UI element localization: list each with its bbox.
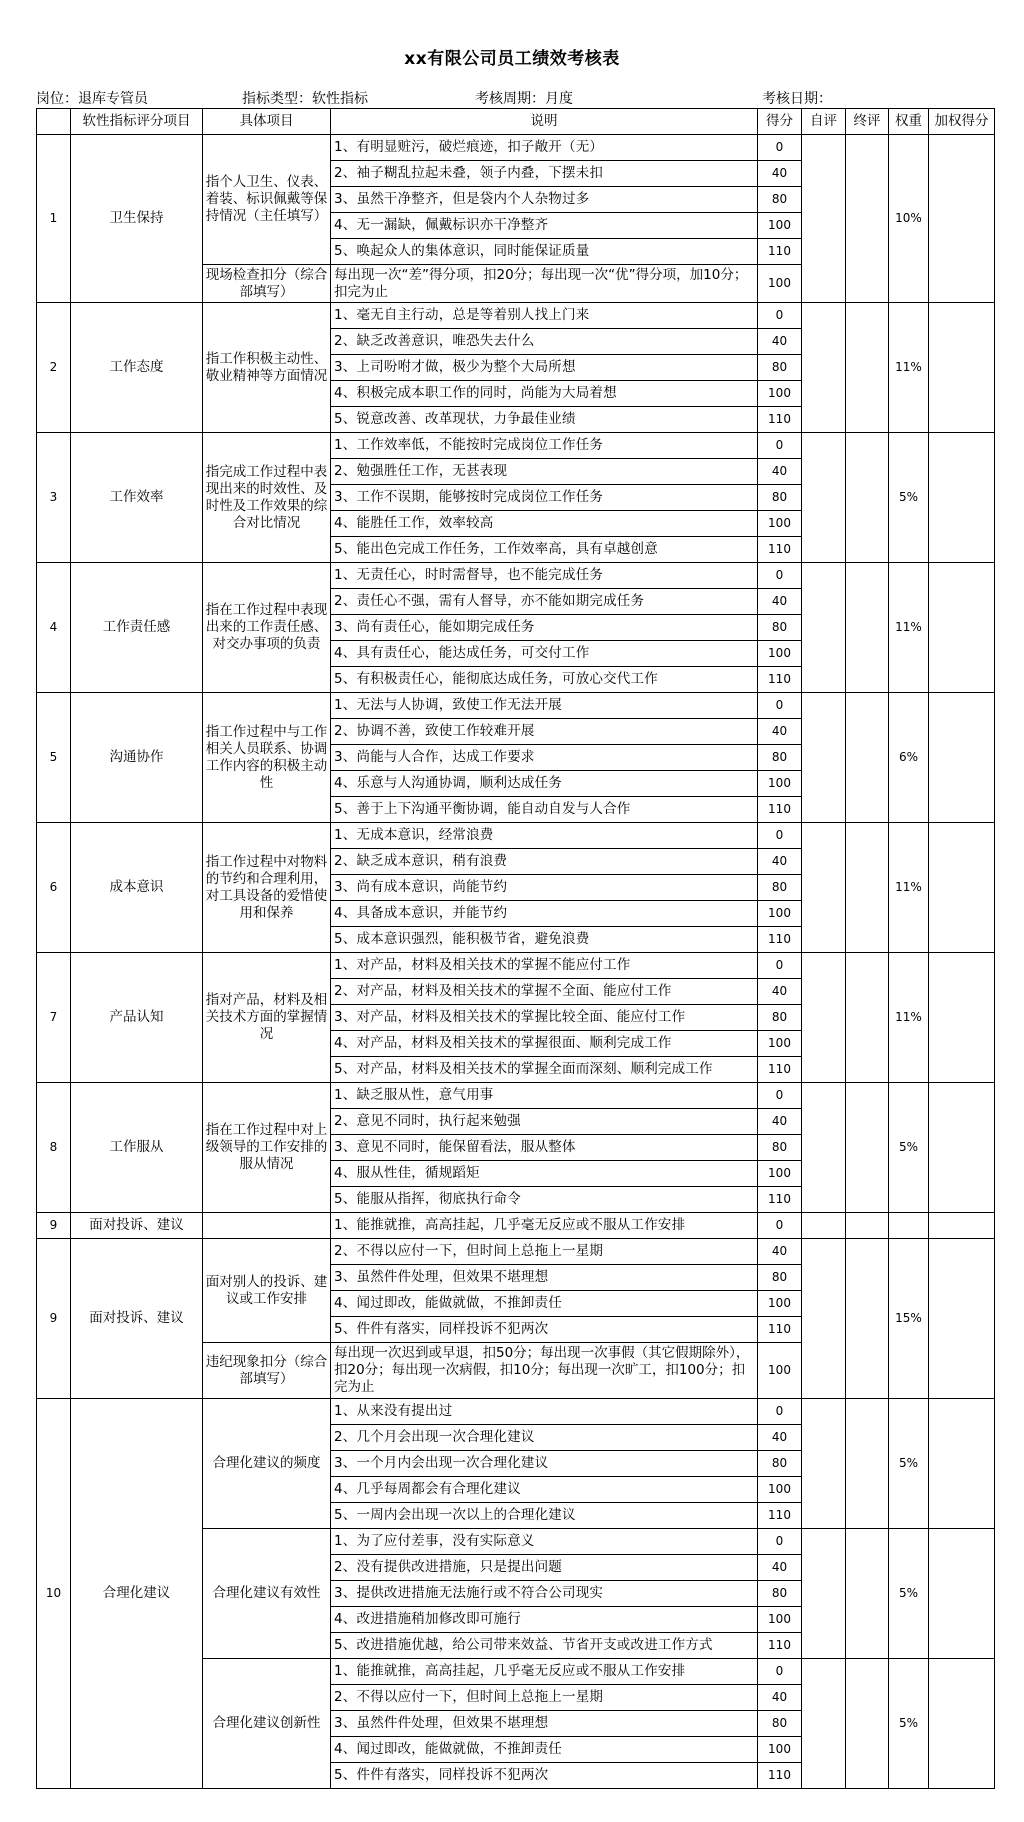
criterion-score: 110 [758,1187,802,1213]
page-title: xx有限公司员工绩效考核表 [404,49,620,69]
weighted-score-cell [929,953,995,1083]
criterion-score: 100 [758,1477,802,1503]
header-row [37,109,995,135]
self-eval-cell [802,1083,846,1213]
criterion-description: 4、具有责任心，能达成任务，可交付工作 [331,641,758,667]
criterion-description: 1、对产品，材料及相关技术的掌握不能应付工作 [331,953,758,979]
empty-cell [802,1213,846,1239]
weighted-score-cell [929,563,995,693]
criterion-description: 2、几个月会出现一次合理化建议 [331,1425,758,1451]
section-number: 8 [37,1083,71,1213]
criterion-description: 4、服从性佳，循规蹈矩 [331,1161,758,1187]
table-row [37,823,995,849]
criterion-score: 40 [758,329,802,355]
weight-value: 5% [889,1529,929,1659]
criterion-score: 0 [758,953,802,979]
criterion-description: 4、能胜任工作，效率较高 [331,511,758,537]
self-eval-cell [802,693,846,823]
eval-date-label: 考核日期： [762,91,832,107]
criterion-score: 80 [758,355,802,381]
criterion-score: 40 [758,979,802,1005]
criterion-description: 5、善于上下沟通平衡协调，能自动自发与人合作 [331,797,758,823]
section-number: 3 [37,433,71,563]
final-eval-cell [846,433,889,563]
table-row [37,1239,995,1265]
criterion-score: 110 [758,1503,802,1529]
detail-description: 指个人卫生、仪表、着装、标识佩戴等保持情况（主任填写） [203,135,331,265]
criterion-description: 4、闻过即改，能做就做，不推卸责任 [331,1737,758,1763]
section-item-name: 工作服从 [71,1083,203,1213]
criterion-score: 110 [758,927,802,953]
empty-cell [889,1213,929,1239]
criterion-score: 0 [758,433,802,459]
weight-value: 5% [889,1083,929,1213]
final-eval-cell [846,1529,889,1659]
final-eval-cell [846,1083,889,1213]
criterion-score: 40 [758,1425,802,1451]
detail-description: 现场检查扣分（综合部填写） [203,265,331,303]
criterion-score: 110 [758,239,802,265]
detail-description: 合理化建议有效性 [203,1529,331,1659]
criterion-description: 4、乐意与人沟通协调，顺利达成任务 [331,771,758,797]
self-eval-cell [802,953,846,1083]
criterion-description: 1、能推就推，高高挂起，几乎毫无反应或不服从工作安排 [331,1659,758,1685]
weighted-score-cell [929,1239,995,1399]
weighted-score-cell [929,433,995,563]
self-eval-cell [802,135,846,303]
criterion-score: 0 [758,693,802,719]
criterion-description: 5、有积极责任心，能彻底达成任务，可放心交代工作 [331,667,758,693]
criterion-description: 1、有明显赃污，破烂痕迹，扣子敞开（无） [331,135,758,161]
criterion-score: 100 [758,641,802,667]
criterion-description: 1、无成本意识，经常浪费 [331,823,758,849]
criterion-description: 4、改进措施稍加修改即可施行 [331,1607,758,1633]
final-eval-cell [846,953,889,1083]
detail-description: 指工作积极主动性、敬业精神等方面情况 [203,303,331,433]
criterion-description: 3、虽然干净整齐，但是袋内个人杂物过多 [331,187,758,213]
weighted-score-cell [929,1399,995,1529]
criterion-description: 5、件件有落实，同样投诉不犯两次 [331,1317,758,1343]
criterion-description: 2、勉强胜任工作，无甚表现 [331,459,758,485]
criterion-description: 5、唤起众人的集体意识，同时能保证质量 [331,239,758,265]
evaluation-table [36,108,995,1789]
criterion-score: 100 [758,1031,802,1057]
criterion-description: 2、没有提供改进措施，只是提出问题 [331,1555,758,1581]
weighted-score-cell [929,693,995,823]
self-eval-cell [802,433,846,563]
final-eval-cell [846,1399,889,1529]
criterion-score: 80 [758,615,802,641]
criterion-description: 2、袖子糊乱拉起未叠，领子内叠，下摆未扣 [331,161,758,187]
criterion-description: 3、对产品，材料及相关技术的掌握比较全面、能应付工作 [331,1005,758,1031]
header-detail: 具体项目 [203,109,331,135]
table-row [37,1213,995,1239]
criterion-description: 3、尚有成本意识，尚能节约 [331,875,758,901]
detail-description: 指完成工作过程中表现出来的时效性、及时性及工作效果的综合对比情况 [203,433,331,563]
criterion-description: 2、不得以应付一下，但时间上总拖上一星期 [331,1239,758,1265]
criterion-score: 110 [758,1633,802,1659]
self-eval-cell [802,303,846,433]
weighted-score-cell [929,303,995,433]
criterion-description: 5、一周内会出现一次以上的合理化建议 [331,1503,758,1529]
criterion-description: 4、对产品，材料及相关技术的掌握很面、顺利完成工作 [331,1031,758,1057]
criterion-score: 110 [758,797,802,823]
criterion-score: 100 [758,265,802,303]
criterion-description: 1、毫无自主行动，总是等着别人找上门来 [331,303,758,329]
criterion-description: 3、虽然件件处理，但效果不堪理想 [331,1711,758,1737]
criterion-score: 40 [758,589,802,615]
self-eval-cell [802,1399,846,1529]
weighted-score-cell [929,1529,995,1659]
criterion-score: 0 [758,303,802,329]
criterion-score: 40 [758,161,802,187]
criterion-description: 3、一个月内会出现一次合理化建议 [331,1451,758,1477]
criterion-score: 110 [758,407,802,433]
table-row [37,693,995,719]
criterion-score: 80 [758,1581,802,1607]
criterion-score: 80 [758,1451,802,1477]
criterion-description: 3、尚能与人合作，达成工作要求 [331,745,758,771]
criterion-description: 2、对产品，材料及相关技术的掌握不全面、能应付工作 [331,979,758,1005]
criterion-description: 4、几乎每周都会有合理化建议 [331,1477,758,1503]
criterion-score: 110 [758,1057,802,1083]
section-number: 1 [37,135,71,303]
criterion-score: 80 [758,1135,802,1161]
table-row [37,135,995,161]
weighted-score-cell [929,1659,995,1789]
criterion-description: 5、能服从指挥，彻底执行命令 [331,1187,758,1213]
table-row [37,1083,995,1109]
criterion-score: 100 [758,901,802,927]
final-eval-cell [846,1659,889,1789]
section-item-name: 成本意识 [71,823,203,953]
criterion-score: 80 [758,187,802,213]
self-eval-cell [802,1529,846,1659]
detail-description: 指在工作过程中表现出来的工作责任感、对交办事项的负责 [203,563,331,693]
criterion-score: 80 [758,745,802,771]
criterion-score: 40 [758,1555,802,1581]
criterion-description: 1、从来没有提出过 [331,1399,758,1425]
empty-cell [846,1213,889,1239]
criterion-score: 0 [758,1399,802,1425]
criterion-description: 2、缺乏成本意识，稍有浪费 [331,849,758,875]
criterion-description: 1、工作效率低，不能按时完成岗位工作任务 [331,433,758,459]
weight-value: 11% [889,823,929,953]
criterion-score: 0 [758,563,802,589]
criterion-score: 100 [758,1343,802,1399]
section-item-name: 面对投诉、建议 [71,1213,203,1239]
weight-value: 5% [889,433,929,563]
criterion-description: 2、协调不善，致使工作较难开展 [331,719,758,745]
criterion-score: 100 [758,381,802,407]
criterion-score: 100 [758,1607,802,1633]
criterion-score: 110 [758,1317,802,1343]
criterion-score: 40 [758,719,802,745]
criterion-score: 40 [758,1685,802,1711]
criterion-description: 1、无法与人协调，致使工作无法开展 [331,693,758,719]
section-number: 5 [37,693,71,823]
criterion-score: 40 [758,1109,802,1135]
criterion-description: 2、责任心不强，需有人督导，亦不能如期完成任务 [331,589,758,615]
criterion-score: 0 [758,1083,802,1109]
criterion-score: 80 [758,485,802,511]
criterion-score: 80 [758,1711,802,1737]
criterion-description: 1、为了应付差事，没有实际意义 [331,1529,758,1555]
criterion-score: 100 [758,771,802,797]
table-row [37,563,995,589]
criterion-score: 40 [758,459,802,485]
table-row [37,953,995,979]
header-final-eval: 终评 [846,109,889,135]
criterion-description: 5、成本意识强烈，能积极节省，避免浪费 [331,927,758,953]
criterion-description: 5、对产品，材料及相关技术的掌握全面而深刻、顺利完成工作 [331,1057,758,1083]
criterion-description: 2、不得以应付一下，但时间上总拖上一星期 [331,1685,758,1711]
detail-description: 违纪现象扣分（综合部填写） [203,1343,331,1399]
criterion-score: 100 [758,1161,802,1187]
criterion-description: 3、虽然件件处理，但效果不堪理想 [331,1265,758,1291]
criterion-score: 100 [758,511,802,537]
table-row [37,303,995,329]
criterion-description: 4、闻过即改，能做就做，不推卸责任 [331,1291,758,1317]
section-number: 4 [37,563,71,693]
criterion-description: 3、提供改进措施无法施行或不符合公司现实 [331,1581,758,1607]
final-eval-cell [846,1239,889,1399]
section-number: 9 [37,1239,71,1399]
detail-description [203,1213,331,1239]
criterion-score: 0 [758,1659,802,1685]
self-eval-cell [802,563,846,693]
section-item-name: 工作责任感 [71,563,203,693]
criterion-description: 2、缺乏改善意识，唯恐失去什么 [331,329,758,355]
header-weight: 权重 [889,109,929,135]
criterion-score: 80 [758,875,802,901]
criterion-score: 80 [758,1265,802,1291]
criterion-description: 4、无一漏缺，佩戴标识亦干净整齐 [331,213,758,239]
criterion-score: 0 [758,135,802,161]
header-weighted-score: 加权得分 [929,109,995,135]
criterion-score: 0 [758,1529,802,1555]
detail-description: 合理化建议创新性 [203,1659,331,1789]
header-description: 说明 [331,109,758,135]
empty-cell [929,1213,995,1239]
table-row [37,1399,995,1425]
criterion-description: 4、具备成本意识，并能节约 [331,901,758,927]
criterion-description: 1、无责任心，时时需督导，也不能完成任务 [331,563,758,589]
detail-description: 指工作过程中与工作相关人员联系、协调工作内容的积极主动性 [203,693,331,823]
indicator-type-label: 指标类型：软性指标 [242,91,368,107]
header-self-eval: 自评 [802,109,846,135]
weighted-score-cell [929,823,995,953]
weight-value: 11% [889,953,929,1083]
detail-description: 合理化建议的频度 [203,1399,331,1529]
criterion-score: 0 [758,1213,802,1239]
criterion-score: 80 [758,1005,802,1031]
weight-value: 11% [889,563,929,693]
weighted-score-cell [929,135,995,303]
criterion-description: 5、锐意改善、改革现状，力争最佳业绩 [331,407,758,433]
weight-value: 6% [889,693,929,823]
criterion-score: 100 [758,1291,802,1317]
position-label: 岗位：退库专管员 [36,91,148,107]
section-number: 10 [37,1399,71,1789]
criterion-description: 2、意见不同时，执行起来勉强 [331,1109,758,1135]
weighted-score-cell [929,1083,995,1213]
criterion-description: 3、尚有责任心，能如期完成任务 [331,615,758,641]
section-item-name: 合理化建议 [71,1399,203,1789]
criterion-score: 0 [758,823,802,849]
period-label: 考核周期：月度 [475,91,573,107]
criterion-description: 3、工作不误期，能够按时完成岗位工作任务 [331,485,758,511]
criterion-description: 4、积极完成本职工作的同时，尚能为大局着想 [331,381,758,407]
criterion-description: 1、能推就推，高高挂起，几乎毫无反应或不服从工作安排 [331,1213,758,1239]
criterion-description: 每出现一次“差”得分项，扣20分；每出现一次“优”得分项，加10分；扣完为止 [331,265,758,303]
self-eval-cell [802,1239,846,1399]
table-body [37,135,995,1789]
criterion-description: 5、能出色完成工作任务，工作效率高，具有卓越创意 [331,537,758,563]
weight-value: 5% [889,1659,929,1789]
section-number: 6 [37,823,71,953]
detail-description: 指对产品，材料及相关技术方面的掌握情况 [203,953,331,1083]
weight-value: 11% [889,303,929,433]
detail-description: 指工作过程中对物料的节约和合理利用，对工具设备的爱惜使用和保养 [203,823,331,953]
criterion-description: 5、改进措施优越，给公司带来效益、节省开支或改进工作方式 [331,1633,758,1659]
self-eval-cell [802,823,846,953]
section-item-name: 卫生保持 [71,135,203,303]
section-item-name: 工作效率 [71,433,203,563]
header-index [37,109,71,135]
meta-row [36,88,996,108]
table-row [37,433,995,459]
section-number: 7 [37,953,71,1083]
criterion-description: 1、缺乏服从性，意气用事 [331,1083,758,1109]
detail-description: 面对别人的投诉、建议或工作安排 [203,1239,331,1343]
final-eval-cell [846,693,889,823]
weight-value: 5% [889,1399,929,1529]
criterion-description: 每出现一次迟到或早退，扣50分；每出现一次事假（其它假期除外），扣20分；每出现一次病假，扣10分；每出现一次旷工，扣100分；扣完为止 [331,1343,758,1399]
criterion-description: 3、意见不同时，能保留看法，服从整体 [331,1135,758,1161]
final-eval-cell [846,563,889,693]
criterion-score: 100 [758,213,802,239]
detail-description: 指在工作过程中对上级领导的工作安排的服从情况 [203,1083,331,1213]
criterion-score: 100 [758,1737,802,1763]
section-number: 2 [37,303,71,433]
section-number: 9 [37,1213,71,1239]
final-eval-cell [846,303,889,433]
criterion-score: 110 [758,667,802,693]
criterion-score: 40 [758,849,802,875]
criterion-description: 3、上司吩咐才做，极少为整个大局所想 [331,355,758,381]
criterion-score: 110 [758,537,802,563]
criterion-score: 40 [758,1239,802,1265]
final-eval-cell [846,823,889,953]
header-score: 得分 [758,109,802,135]
section-item-name: 工作态度 [71,303,203,433]
self-eval-cell [802,1659,846,1789]
section-item-name: 沟通协作 [71,693,203,823]
criterion-description: 5、件件有落实，同样投诉不犯两次 [331,1763,758,1789]
weight-value: 10% [889,135,929,303]
section-item-name: 面对投诉、建议 [71,1239,203,1399]
criterion-score: 110 [758,1763,802,1789]
final-eval-cell [846,135,889,303]
section-item-name: 产品认知 [71,953,203,1083]
weight-value: 15% [889,1239,929,1399]
header-item: 软性指标评分项目 [71,109,203,135]
